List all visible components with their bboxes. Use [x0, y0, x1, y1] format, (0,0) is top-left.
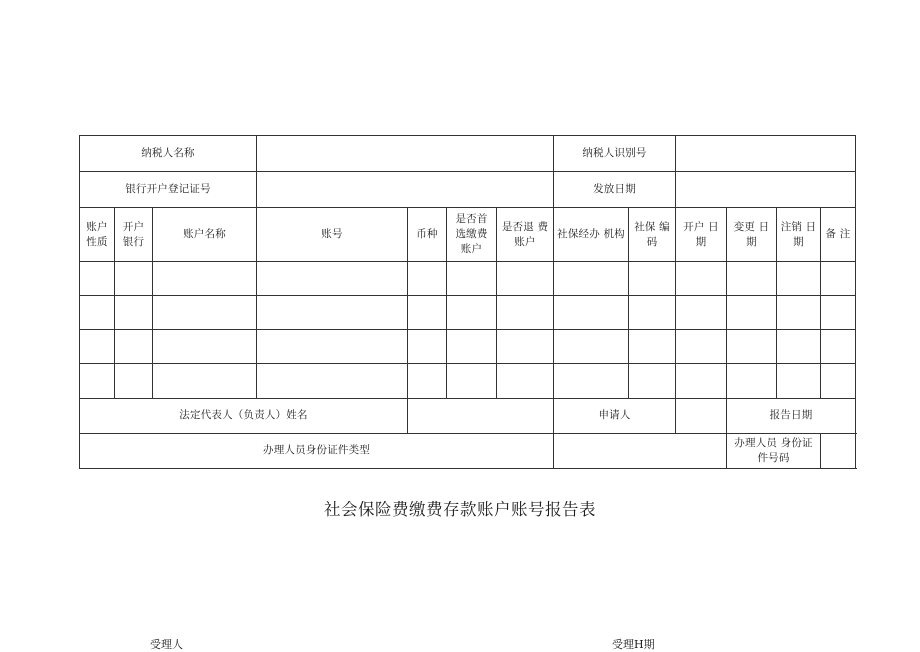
- column-header: 开户 日期: [676, 208, 727, 261]
- table-cell[interactable]: [447, 364, 497, 398]
- receiver-label: 受理人: [150, 638, 183, 651]
- table-row: [80, 295, 856, 329]
- table-cell[interactable]: [676, 261, 727, 295]
- table-cell[interactable]: [80, 330, 115, 364]
- column-header: 是否首 选缴费 账户: [447, 208, 497, 261]
- taxpayer-id-label: 纳税人识别号: [554, 136, 676, 172]
- table-cell[interactable]: [777, 261, 821, 295]
- column-header: 币种: [408, 208, 447, 261]
- account-report-form: [79, 135, 856, 469]
- table-cell[interactable]: [408, 364, 447, 398]
- column-header: 开户 银行: [115, 208, 153, 261]
- handler-row: [80, 433, 856, 468]
- column-header: 是否退 费 账户: [497, 208, 554, 261]
- handler-id-number-field[interactable]: [821, 433, 856, 468]
- table-cell[interactable]: [821, 261, 856, 295]
- column-header: 账号: [257, 208, 408, 261]
- table-cell[interactable]: [676, 295, 727, 329]
- table-cell[interactable]: [153, 261, 257, 295]
- table-cell[interactable]: [153, 364, 257, 398]
- taxpayer-row: [80, 136, 856, 172]
- table-cell[interactable]: [153, 330, 257, 364]
- table-cell[interactable]: [115, 364, 153, 398]
- table-cell[interactable]: [447, 295, 497, 329]
- table-cell[interactable]: [115, 295, 153, 329]
- handler-id-type-label: 办理人员身份证件类型: [80, 433, 554, 468]
- table-cell[interactable]: [821, 330, 856, 364]
- legal-rep-label: 法定代表人（负责人）姓名: [80, 398, 408, 433]
- table-cell[interactable]: [676, 364, 727, 398]
- table-row: [80, 261, 856, 295]
- table-cell[interactable]: [727, 364, 777, 398]
- table-row: [80, 364, 856, 398]
- table-cell[interactable]: [554, 364, 629, 398]
- table-cell[interactable]: [727, 295, 777, 329]
- bank-registration-label: 银行开户登记证号: [80, 172, 257, 208]
- table-cell[interactable]: [497, 261, 554, 295]
- handler-id-type-field[interactable]: [554, 433, 727, 468]
- table-cell[interactable]: [257, 261, 408, 295]
- table-cell[interactable]: [554, 295, 629, 329]
- table-cell[interactable]: [257, 364, 408, 398]
- table-cell[interactable]: [727, 261, 777, 295]
- column-header: 社保经办 机构: [554, 208, 629, 261]
- applicant-label: 申请人: [554, 398, 676, 433]
- table-cell[interactable]: [408, 330, 447, 364]
- table-cell[interactable]: [821, 295, 856, 329]
- column-header: 注销 日 期: [777, 208, 821, 261]
- issue-date-label: 发放日期: [554, 172, 676, 208]
- table-cell[interactable]: [821, 364, 856, 398]
- table-cell[interactable]: [497, 364, 554, 398]
- bank-registration-field[interactable]: [257, 172, 554, 208]
- table-row: [80, 330, 856, 364]
- taxpayer-name-label: 纳税人名称: [80, 136, 257, 172]
- table-cell[interactable]: [777, 330, 821, 364]
- report-date-label: 报告日期: [727, 398, 856, 433]
- table-cell[interactable]: [447, 261, 497, 295]
- table-cell[interactable]: [80, 295, 115, 329]
- legal-rep-row: [80, 398, 856, 433]
- table-cell[interactable]: [497, 330, 554, 364]
- table-cell[interactable]: [554, 261, 629, 295]
- legal-rep-field[interactable]: [408, 398, 554, 433]
- bank-registration-row: [80, 172, 856, 208]
- column-header: 备 注: [821, 208, 856, 261]
- page-title: 社会保险费缴费存款账户账号报告表: [324, 500, 596, 519]
- table-cell[interactable]: [497, 295, 554, 329]
- column-header: 变更 日 期: [727, 208, 777, 261]
- table-cell[interactable]: [554, 330, 629, 364]
- column-header-row: [80, 208, 856, 261]
- table-cell[interactable]: [80, 364, 115, 398]
- table-cell[interactable]: [408, 261, 447, 295]
- table-cell[interactable]: [447, 330, 497, 364]
- table-cell[interactable]: [257, 330, 408, 364]
- table-cell[interactable]: [408, 295, 447, 329]
- table-cell[interactable]: [676, 330, 727, 364]
- table-cell[interactable]: [80, 261, 115, 295]
- table-cell[interactable]: [115, 330, 153, 364]
- issue-date-field[interactable]: [676, 172, 856, 208]
- table-cell[interactable]: [115, 261, 153, 295]
- taxpayer-name-field[interactable]: [257, 136, 554, 172]
- handler-id-number-label: 办理人员 身份证 件号码: [727, 433, 821, 468]
- taxpayer-id-field[interactable]: [676, 136, 856, 172]
- table-cell[interactable]: [629, 330, 676, 364]
- applicant-field[interactable]: [676, 398, 727, 433]
- table-cell[interactable]: [629, 261, 676, 295]
- table-cell[interactable]: [777, 295, 821, 329]
- column-header: 账户 性质: [80, 208, 115, 261]
- table-cell[interactable]: [727, 330, 777, 364]
- table-cell[interactable]: [629, 364, 676, 398]
- table-cell[interactable]: [777, 364, 821, 398]
- column-header: 社保 编 码: [629, 208, 676, 261]
- column-header: 账户名称: [153, 208, 257, 261]
- table-cell[interactable]: [257, 295, 408, 329]
- table-cell[interactable]: [153, 295, 257, 329]
- account-rows: [80, 261, 856, 398]
- receive-date-label: 受理H期: [612, 638, 655, 651]
- table-cell[interactable]: [629, 295, 676, 329]
